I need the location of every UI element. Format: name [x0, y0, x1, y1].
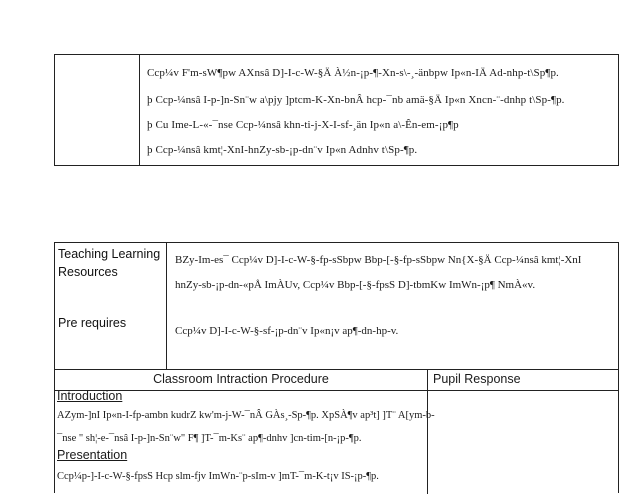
classroom-procedure-header: Classroom Intraction Procedure — [55, 369, 428, 390]
teaching-resources-line: BZy-Im-es¯ Ccp¼v D]-I-c-W-§-fp-sSbpw Bbp-[-§-fp-sSbpw Nn{X-§Ä Ccp-¼nsâ kmt¦-XnI — [175, 254, 582, 266]
pupil-response-header: Pupil Response — [433, 372, 521, 386]
introduction-line: AZym-]nI Ip«n-I-fp-ambn kudrZ kw'm-j-W-¯nÂ GÀs¸-Sp-¶p. XpSÀ¶v ap³t] ]T¨ A[ym-b- — [57, 410, 435, 421]
objective-line: þ Cu Ime-L-«-¯nse Ccp-¼nsâ khn-ti-j-X-I-sf-¸än Ip«n a\-Ên-em-¡p¶p — [147, 119, 459, 131]
teaching-resources-label: Teaching Learning Resources — [58, 247, 161, 279]
column-divider — [427, 390, 428, 494]
objectives-table — [54, 54, 619, 166]
objective-line: þ Ccp-¼nsâ I-p-]n-Sn¨w a\pjy ]ptcm-K-Xn-bnÂ hcp-¯nb amä-§Ä Ip«n Xncn-¨-dnhp t\Sp-¶p. — [147, 94, 565, 106]
objectives-label-cell — [55, 55, 140, 165]
presentation-line: Ccp¼p-]-I-c-W-§-fpsS Hcp slm-fjv ImWn-¨p-sIm-v ]mT-¯m-K-t¡v IS-¡p-¶p. — [57, 471, 379, 482]
presentation-heading: Presentation — [57, 448, 128, 462]
prerequisites-label: Pre requires — [58, 316, 127, 330]
teaching-resources-line: hnZy-sb-¡p-dn-«pÅ ImÀUv, Ccp¼v Bbp-[-§-fpsS D]-tbmKw ImWn-¡p¶ NmÀ«v. — [175, 279, 536, 291]
lesson-plan-table — [54, 242, 619, 493]
objectives-content-cell — [140, 55, 618, 165]
prerequisites-line: Ccp¼v D]-I-c-W-§-sf-¡p-dn¨v Ip«n¡v ap¶-dn-hp-v. — [175, 325, 399, 337]
resources-row — [55, 243, 618, 370]
procedure-header-row — [55, 369, 618, 391]
introduction-line: ¯nse " sh¦-e-¯nsâ I-p-]n-Sn¨w" F¶ ]T-¯m-Ks¨ ap¶-dnhv ]cn-tim-[n-¡p-¶p. — [57, 433, 362, 444]
introduction-heading: Introduction — [57, 389, 123, 403]
objective-line: Ccp¼v F'm-sW¶pw AXnsâ D]-I-c-W-§Ä À½n-¡p-¶-Xn-s\-¸-änbpw Ip«n-IÄ Ad-nhp-t\Sp¶p. — [147, 67, 559, 79]
resources-label-cell — [55, 243, 167, 369]
objective-line: þ Ccp-¼nsâ kmt¦-XnI-hnZy-sb-¡p-dn¨v Ip«n Adnhv t\Sp-¶p. — [147, 144, 418, 156]
